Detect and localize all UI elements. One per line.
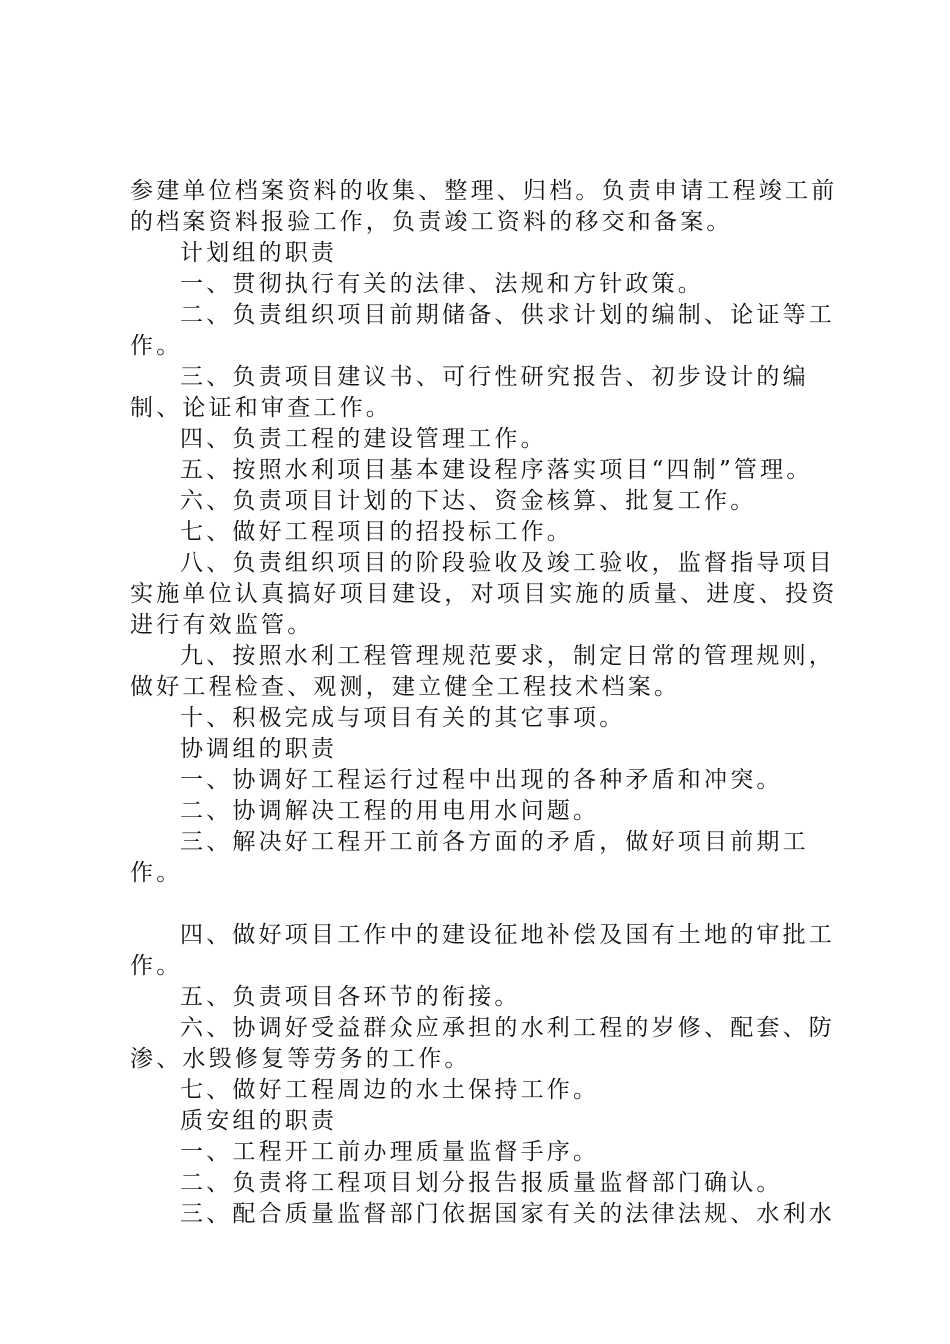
planning-item-4: 四、负责工程的建设管理工作。 — [180, 426, 547, 452]
coordination-item-3: 三、解决好工程开工前各方面的矛盾，做好项目前期工作。 — [130, 829, 809, 886]
planning-item-3: 三、负责项目建议书、可行性研究报告、初步设计的编制、论证和审查工作。 — [130, 364, 809, 421]
planning-item-8: 八、负责组织项目的阶段验收及竣工验收，监督指导项目实施单位认真搞好项目建设，对项目实施的质量、进度、投资进行有效监管。 — [130, 550, 838, 638]
coordination-item-5: 五、负责项目各环节的衔接。 — [180, 984, 521, 1010]
coordination-item-2: 二、协调解决工程的用电用水问题。 — [180, 798, 600, 824]
planning-item-2: 二、负责组织项目前期储备、供求计划的编制、论证等工作。 — [130, 302, 835, 359]
coordination-item-6: 六、协调好受益群众应承担的水利工程的岁修、配套、防渗、水毁修复等劳务的工作。 — [130, 1015, 835, 1072]
heading-planning-group: 计划组的职责 — [180, 240, 338, 266]
planning-item-1: 一、贯彻执行有关的法律、法规和方针政策。 — [180, 271, 704, 297]
paragraph-archive-duties: 参建单位档案资料的收集、整理、归档。负责申请工程竣工前的档案资料报验工作，负责竣工资料的移交和备案。 — [130, 178, 838, 235]
quality-item-1: 一、工程开工前办理质量监督手序。 — [180, 1139, 600, 1165]
coordination-item-4: 四、做好项目工作中的建设征地补偿及国有土地的审批工作。 — [130, 922, 835, 979]
planning-item-7: 七、做好工程项目的招投标工作。 — [180, 519, 573, 545]
heading-coordination-group: 协调组的职责 — [180, 736, 338, 762]
heading-quality-safety-group: 质安组的职责 — [180, 1108, 338, 1134]
document-body — [130, 176, 845, 1230]
planning-item-9: 九、按照水利工程管理规范要求，制定日常的管理规则，做好工程检查、观测，建立健全工程技术档案。 — [130, 643, 835, 700]
quality-item-2: 二、负责将工程项目划分报告报质量监督部门确认。 — [180, 1170, 783, 1196]
coordination-item-1: 一、协调好工程运行过程中出现的各种矛盾和冲突。 — [180, 767, 783, 793]
coordination-item-7: 七、做好工程周边的水土保持工作。 — [180, 1077, 600, 1103]
planning-item-10: 十、积极完成与项目有关的其它事项。 — [180, 705, 626, 731]
planning-item-5: 五、按照水利项目基本建设程序落实项目“四制”管理。 — [180, 457, 813, 483]
planning-item-6: 六、负责项目计划的下达、资金核算、批复工作。 — [180, 488, 757, 514]
paragraph-gap — [130, 889, 845, 920]
quality-item-3: 三、配合质量监督部门依据国家有关的法律法规、水利水 — [180, 1201, 835, 1227]
